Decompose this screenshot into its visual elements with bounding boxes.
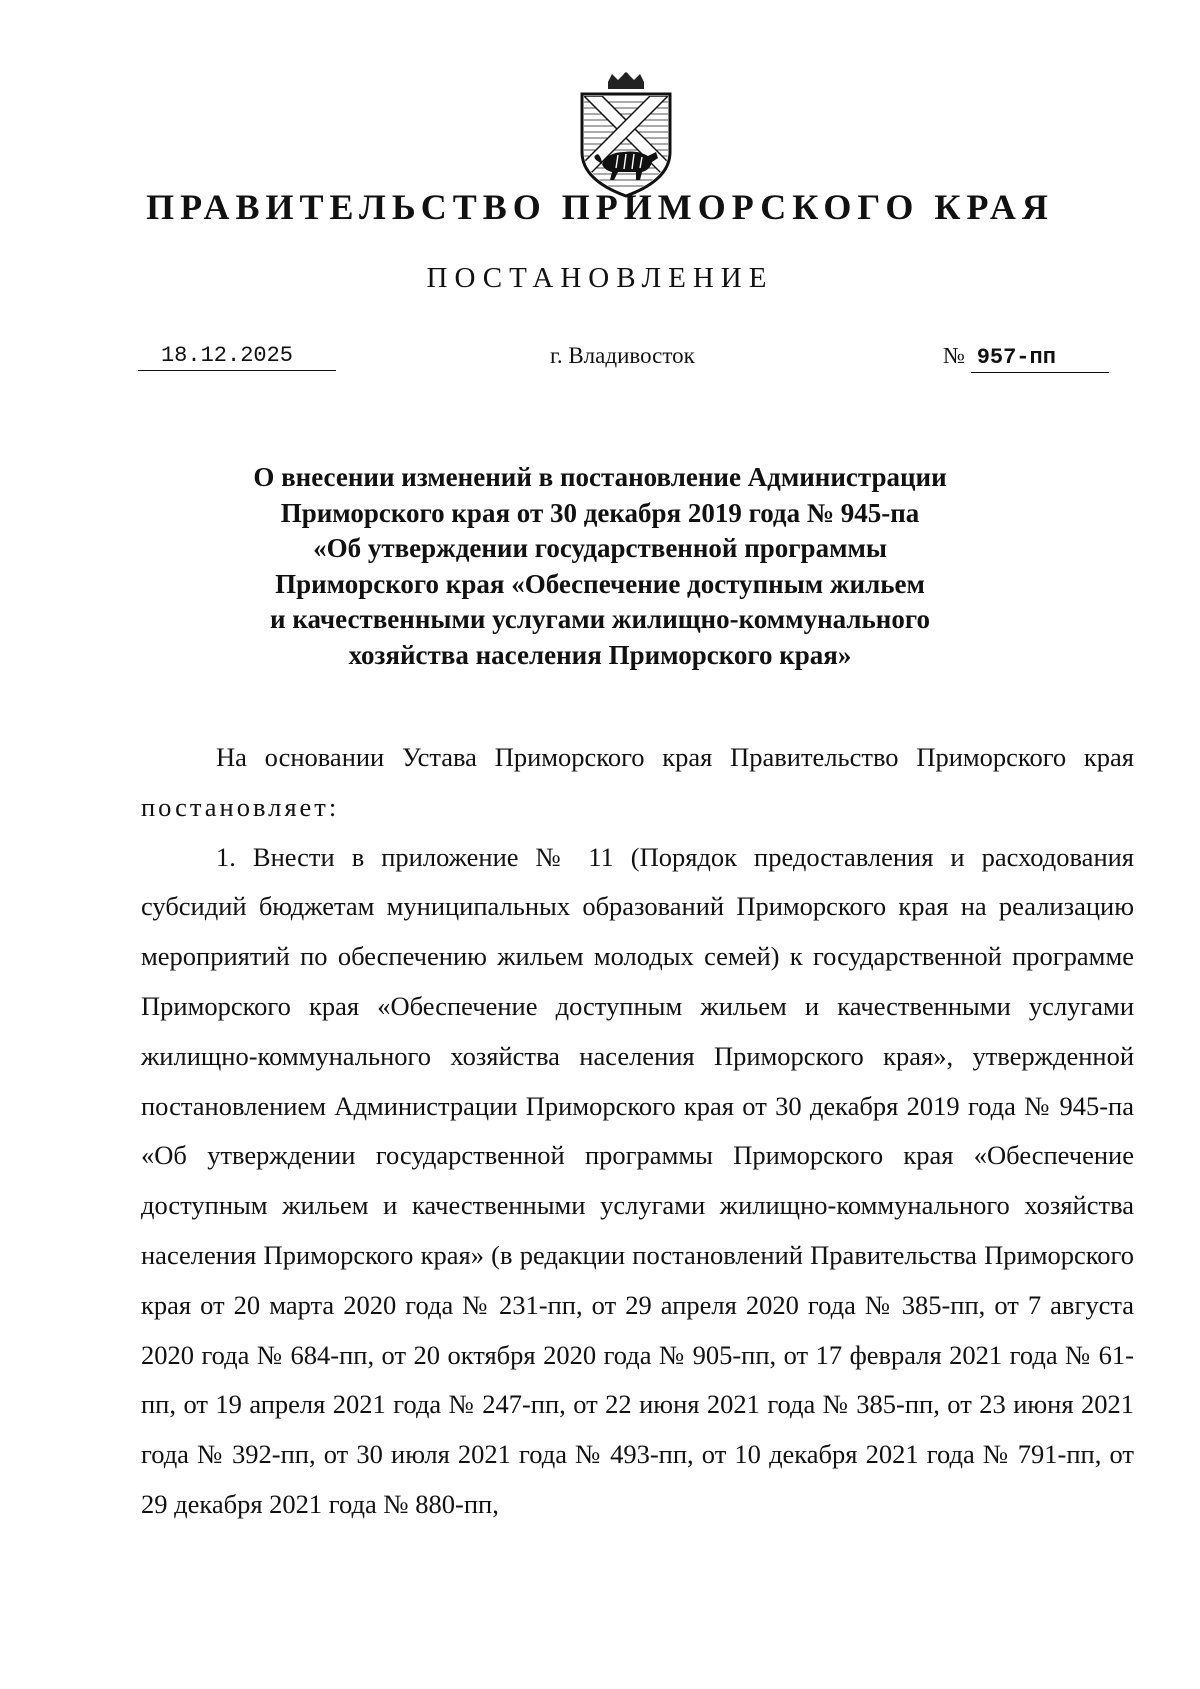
resolution-word: постановляет: [141, 791, 340, 822]
document-body [141, 733, 1134, 1530]
document-number-label: № [943, 343, 965, 368]
document-meta-line [138, 343, 1118, 383]
document-type-heading: ПОСТАНОВЛЕНИЕ [426, 262, 774, 294]
title-line: хозяйства населения Приморского края» [348, 639, 852, 670]
title-line: Приморского края от 30 декабря 2019 года № 945-па [280, 497, 920, 528]
body-paragraph: 1. Внести в приложение № 11 (Порядок предоставления и расходования субсидий бюджетам муниципальных образований Приморского края на реализацию мероприятий по обеспечению жильем молодых семей) к государственной программе Приморского края «Обеспечение доступным жильем и качественными услугами жилищно-коммунального хозяйства населения Приморского края», утвержденной постановлением Администрации Приморского края от 30 декабря 2019 года № 945-па «Об утверждении государственной программы Приморского края «Обеспечение доступным жильем и качественными услугами жилищно-коммунального хозяйства населения Приморского края» (в редакции постановлений Правительства Приморского края от 20 марта 2020 года № 231-пп, от 29 апреля 2020 года № 385-пп, от 7 августа 2020 года № 684-пп, от 20 октября 2020 года № 905-пп, от 17 февраля 2021 года № 61-пп, от 19 апреля 2021 года № 247-пп, от 22 июня 2021 года № 385-пп, от 23 июня 2021 года № 392-пп, от 30 июля 2021 года № 493-пп, от 10 декабря 2021 года № 791-пп, от 29 декабря 2021 года № 880-пп, [141, 841, 1134, 1519]
document-date: 18.12.2025 [160, 343, 294, 368]
title-line: «Об утверждении государственной программы [313, 533, 887, 563]
document-number: 957-пп [971, 345, 1109, 373]
document-title [150, 460, 1050, 673]
paragraph-text: На основании Устава Приморского края Правительство Приморского края [216, 742, 1134, 772]
title-line: и качественными услугами жилищно-коммунального [270, 604, 930, 634]
coat-of-arms-icon [568, 72, 684, 200]
document-date-field [138, 343, 336, 371]
authority-heading: ПРАВИТЕЛЬСТВО ПРИМОРСКОГО КРАЯ [146, 187, 1054, 227]
title-line: Приморского края «Обеспечение доступным жильем [275, 568, 925, 599]
title-line: О внесении изменений в постановление Администрации [253, 462, 947, 492]
document-number-block [943, 343, 1118, 373]
body-paragraph [141, 733, 1134, 833]
document-place: г. Владивосток [550, 343, 695, 368]
